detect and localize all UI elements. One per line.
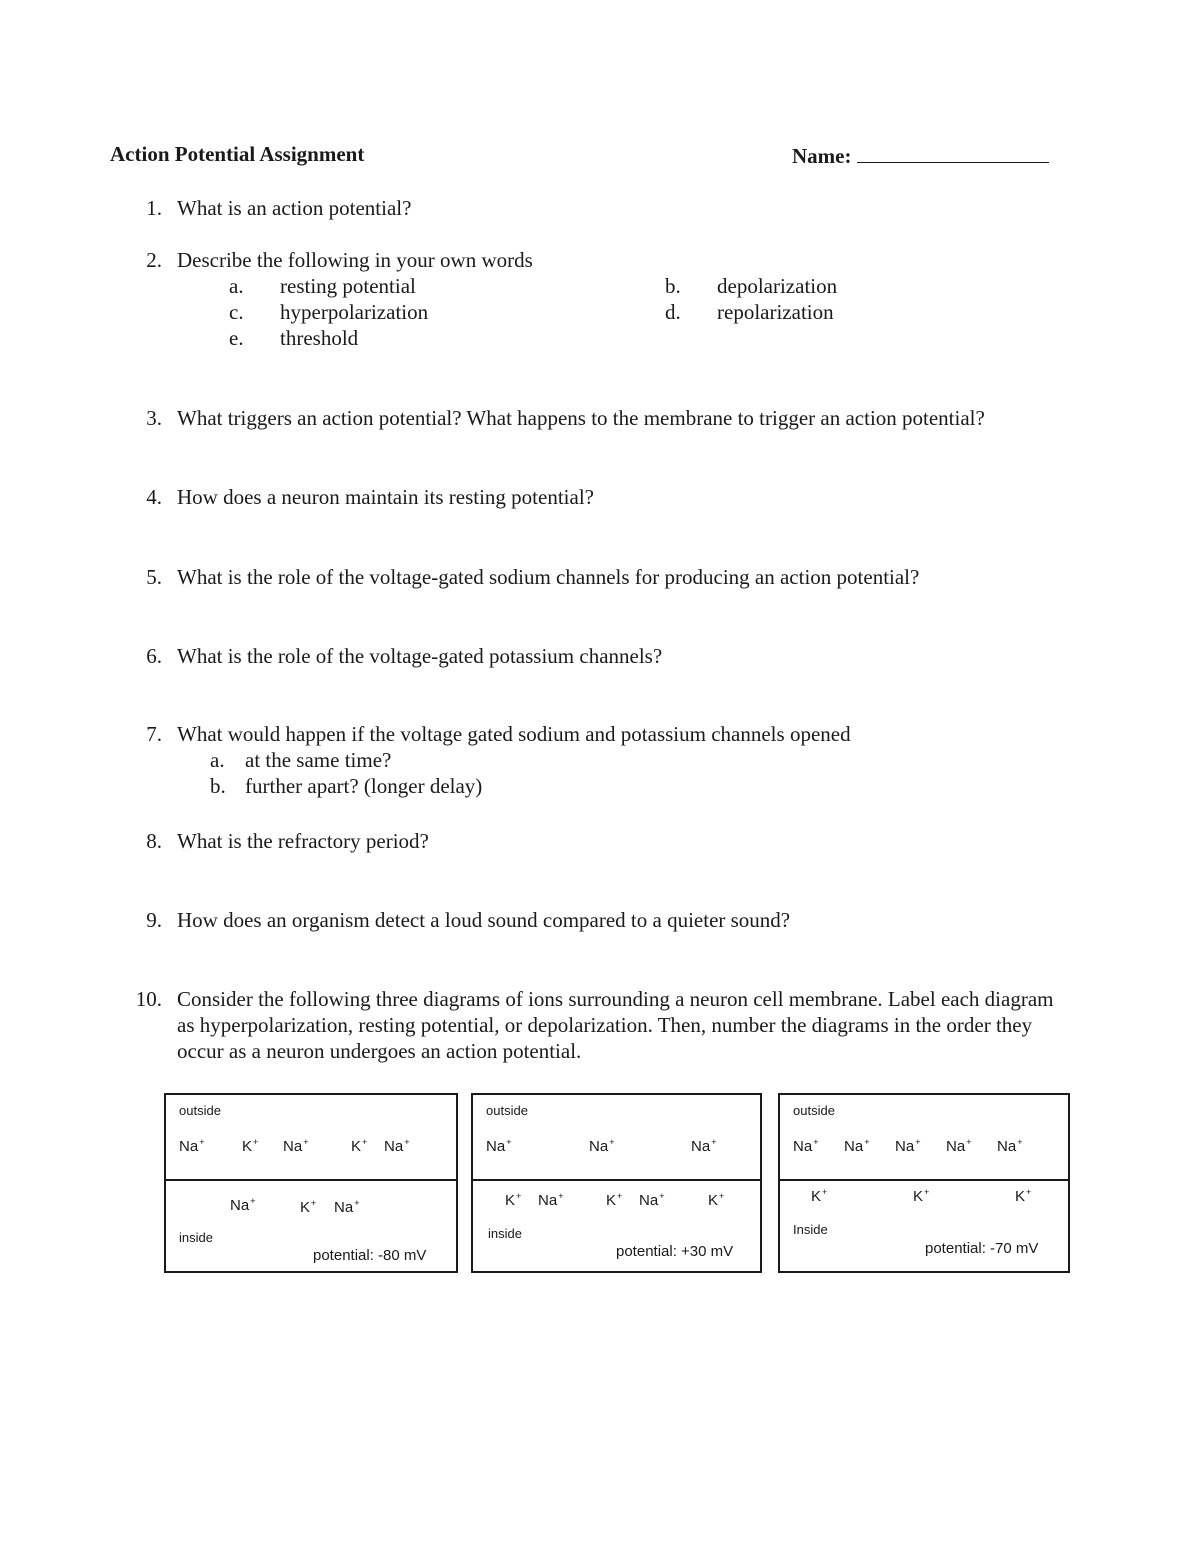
question-text: Consider the following three diagrams of ions surrounding a neuron cell membrane. Label each diagram as hyperpolarization, resting potential, or depolarization. Then, number the diagrams in the order they occur as a neuron undergoes an action potential. [177,987,1054,1063]
outside-label: outside [179,1103,221,1118]
question-number: 7. [146,722,162,746]
ion-na: Na+ [895,1137,921,1155]
ion-na: Na+ [179,1137,205,1155]
outside-label: outside [793,1103,835,1118]
ion-k: K+ [242,1137,259,1155]
ion-k: K+ [1015,1187,1032,1205]
question-number: 2. [146,248,162,272]
question-text: What would happen if the voltage gated sodium and potassium channels opened [177,722,851,746]
name-field[interactable] [792,142,1049,169]
item-text: further apart? (longer delay) [245,774,483,798]
question-number: 8. [146,829,162,853]
item-letter: a. [210,748,225,772]
ion-k: K+ [505,1191,522,1209]
ion-na: Na+ [639,1191,665,1209]
ion-na: Na+ [538,1191,564,1209]
name-blank-line[interactable] [857,142,1049,163]
ion-na: Na+ [844,1137,870,1155]
question-number: 4. [146,485,162,509]
item-letter: b. [210,774,226,798]
question-text: What is the role of the voltage-gated sodium channels for producing an action potential? [177,565,920,589]
question-text: What triggers an action potential? What happens to the membrane to trigger an action potential? [177,406,985,430]
question-text: How does an organism detect a loud sound compared to a quieter sound? [177,908,791,932]
ion-k: K+ [708,1191,725,1209]
name-label: Name: [792,144,852,168]
item-text: repolarization [717,300,834,324]
membrane-potential: potential: -80 mV [313,1247,427,1264]
question-text: How does a neuron maintain its resting potential? [177,485,594,509]
ion-na: Na+ [589,1137,615,1155]
item-text: depolarization [717,274,838,298]
ion-diagram-1 [164,1093,458,1273]
question-text: What is the role of the voltage-gated potassium channels? [177,644,663,668]
ion-na: Na+ [946,1137,972,1155]
ion-k: K+ [351,1137,368,1155]
question-text: Describe the following in your own words [177,248,533,272]
ion-na: Na+ [384,1137,410,1155]
item-letter: c. [229,300,244,324]
item-text: threshold [280,326,359,350]
inside-label: inside [488,1226,522,1241]
page-title: Action Potential Assignment [110,142,365,166]
cell-membrane [780,1179,1068,1181]
membrane-potential: potential: -70 mV [925,1240,1039,1257]
question-number: 1. [146,196,162,220]
ion-na: Na+ [230,1196,256,1214]
cell-membrane [473,1179,760,1181]
ion-k: K+ [913,1187,930,1205]
item-text: hyperpolarization [280,300,429,324]
ion-diagram-3 [778,1093,1070,1273]
cell-membrane [166,1179,456,1181]
ion-na: Na+ [691,1137,717,1155]
question-number: 5. [146,565,162,589]
ion-k: K+ [606,1191,623,1209]
question-number: 9. [146,908,162,932]
item-letter: d. [665,300,681,324]
item-text: at the same time? [245,748,392,772]
item-text: resting potential [280,274,416,298]
question-number: 6. [146,644,162,668]
ion-k: K+ [300,1198,317,1216]
question-text: What is the refractory period? [177,829,429,853]
ion-na: Na+ [793,1137,819,1155]
inside-label: Inside [793,1222,828,1237]
membrane-potential: potential: +30 mV [616,1243,734,1260]
ion-k: K+ [811,1187,828,1205]
question-number: 10. [135,987,162,1011]
ion-na: Na+ [283,1137,309,1155]
ion-na: Na+ [334,1198,360,1216]
ion-diagram-2 [471,1093,762,1273]
question-number: 3. [146,406,162,430]
ion-na: Na+ [486,1137,512,1155]
outside-label: outside [486,1103,528,1118]
inside-label: inside [179,1230,213,1245]
item-letter: b. [665,274,681,298]
item-letter: e. [229,326,244,350]
item-letter: a. [229,274,244,298]
ion-na: Na+ [997,1137,1023,1155]
question-text: What is an action potential? [177,196,412,220]
